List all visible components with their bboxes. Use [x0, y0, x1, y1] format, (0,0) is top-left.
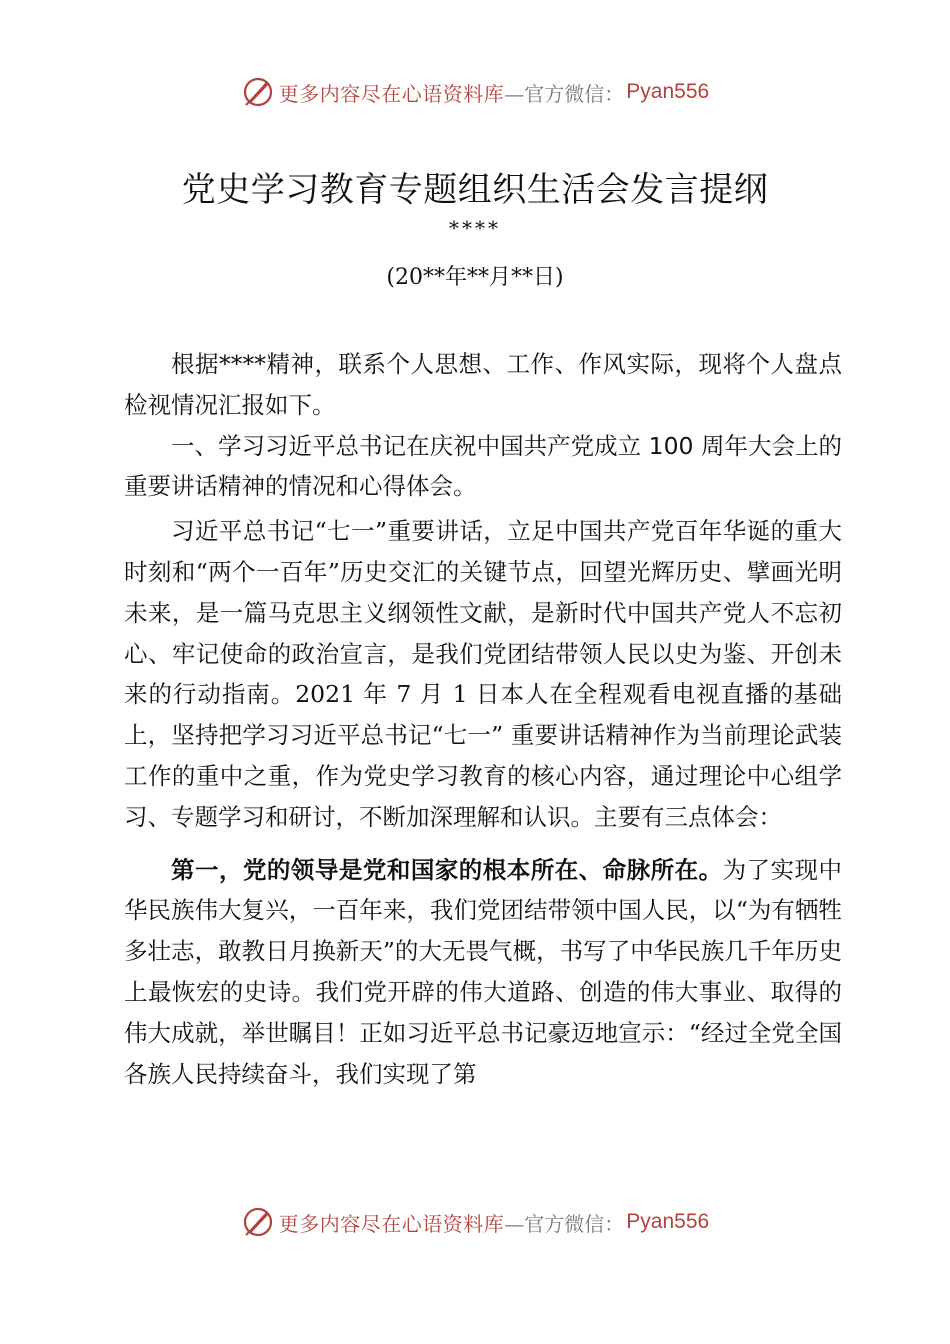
point-one-lead: 第一，党的领导是党和国家的根本所在、命脉所在。 [171, 855, 723, 884]
banner-wechat-label: —官方微信： [504, 1211, 625, 1236]
quill-pen-logo [241, 75, 275, 109]
quill-pen-logo [241, 1205, 275, 1239]
body-paragraph: 习近平总书记“七一”重要讲话，立足中国共产党百年华诞的重大时刻和“两个一百年”历史交汇的关键节点，回望光辉历史、擘画光明未来，是一篇马克思主义纲领性文献，是新时代中国共产党人不忘初心、牢记使命的政治宣言，是我们党团结带领人民以史为鉴、开创未来的行动指南。2021 年 7 月 1 日本人在全程观看电视直播的基础上，坚持把学习习近平总书记“七一” 重要讲话精神作为当前理论武装工作的重中之重，作为党史学习教育的核心内容，通过理论中心组学习、专题学习和研讨，不断加深理解和认识。主要有三点体会： [124, 517, 842, 831]
document-body [124, 344, 842, 1094]
point-one-text: 为了实现中华民族伟大复兴，一百年来，我们党团结带领中国人民，以“为有牺牲多壮志，敢教日月换新天”的大无畏气概，书写了中华民族几千年历史上最恢宏的史诗。我们党开辟的伟大道路、创造的伟大事业、取得的伟大成就，举世瞩目！正如习近平总书记豪迈地宣示：“经过全党全国各族人民持续奋斗，我们实现了第 [124, 855, 843, 1088]
banner-wechat-label: —官方微信： [504, 81, 625, 106]
intro-paragraph: 根据****精神，联系个人思想、工作、作风实际，现将个人盘点检视情况汇报如下。 [124, 350, 842, 419]
document-date: (20**年**月**日) [386, 265, 564, 290]
header-banner [0, 72, 950, 112]
document-author: **** [449, 216, 501, 240]
document-title: 党史学习教育专题组织生活会发言提纲 [181, 170, 769, 210]
section-heading: 一、学习习近平总书记在庆祝中国共产党成立 100 周年大会上的重要讲话精神的情况和心得体会。 [124, 431, 842, 501]
banner-slogan: 更多内容尽在心语资料库 [278, 1211, 505, 1236]
point-one-paragraph [124, 850, 842, 1095]
banner-wechat-id: Pyan556 [626, 1210, 710, 1233]
banner-wechat-id: Pyan556 [626, 80, 710, 103]
footer-banner [0, 1202, 950, 1242]
banner-slogan: 更多内容尽在心语资料库 [278, 81, 505, 106]
